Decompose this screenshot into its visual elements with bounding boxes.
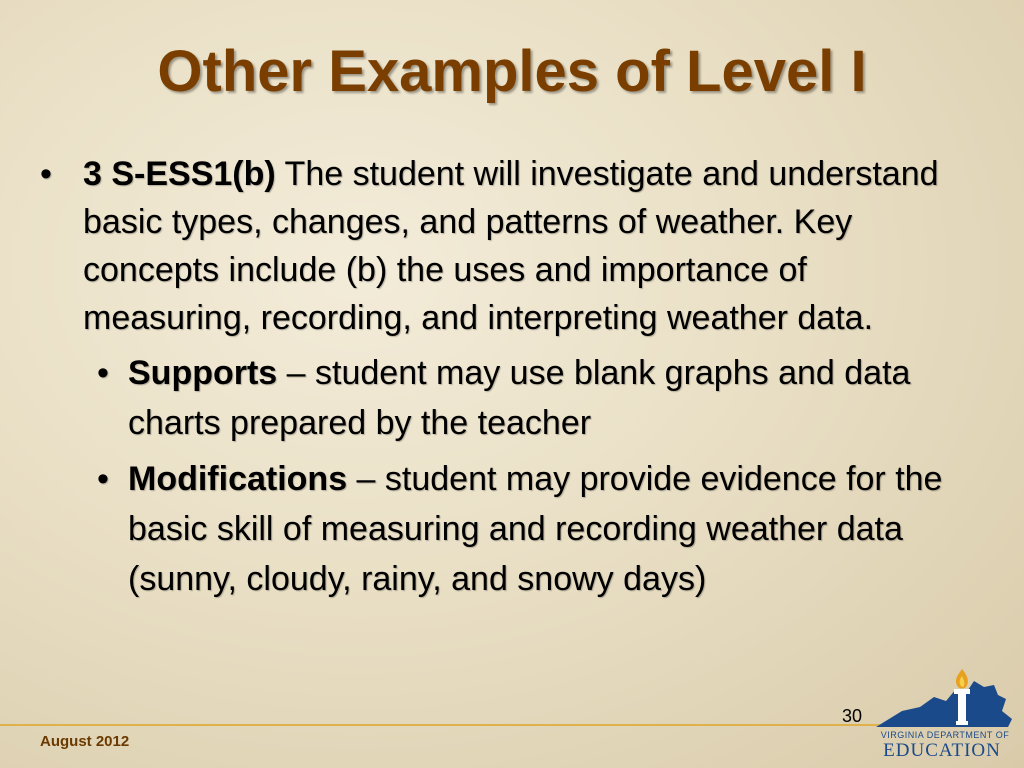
sub-bullet-supports: [40, 348, 975, 448]
page-number: 30: [842, 706, 863, 726]
main-bullet: [40, 150, 975, 342]
sub-bullet-text: – student may provide evidence for the basic skill of measuring and recording weather data (sunny, cloudy, rainy, and snowy days): [128, 460, 943, 598]
sub-bullet-term: Supports: [128, 354, 278, 392]
standard-text: The student will investigate and understand basic types, changes, and patterns of weather. Key concepts include (b) the uses and importance of measuring, recording, and interpreting weather data.: [83, 155, 939, 337]
footer-divider: [0, 724, 880, 726]
standard-code: 3 S-ESS1(b): [83, 155, 276, 193]
sub-bullet-text: – student may use blank graphs and data charts prepared by the teacher: [128, 354, 911, 442]
bullet-marker: •: [97, 460, 109, 498]
sub-bullet-term: Modifications: [128, 460, 348, 498]
slide-body: [40, 150, 975, 604]
virginia-state-torch-icon: [872, 667, 1017, 733]
footer-date: August 2012: [40, 733, 130, 750]
bullet-marker: •: [40, 155, 52, 193]
vdoe-logo: [872, 667, 1017, 765]
slide-title: Other Examples of Level I: [157, 39, 867, 104]
sub-bullet-modifications: [40, 454, 975, 604]
logo-big-text: EDUCATION: [883, 740, 1001, 761]
logo-small-text: VIRGINIA DEPARTMENT OF: [880, 730, 1010, 740]
bullet-marker: •: [97, 354, 109, 392]
